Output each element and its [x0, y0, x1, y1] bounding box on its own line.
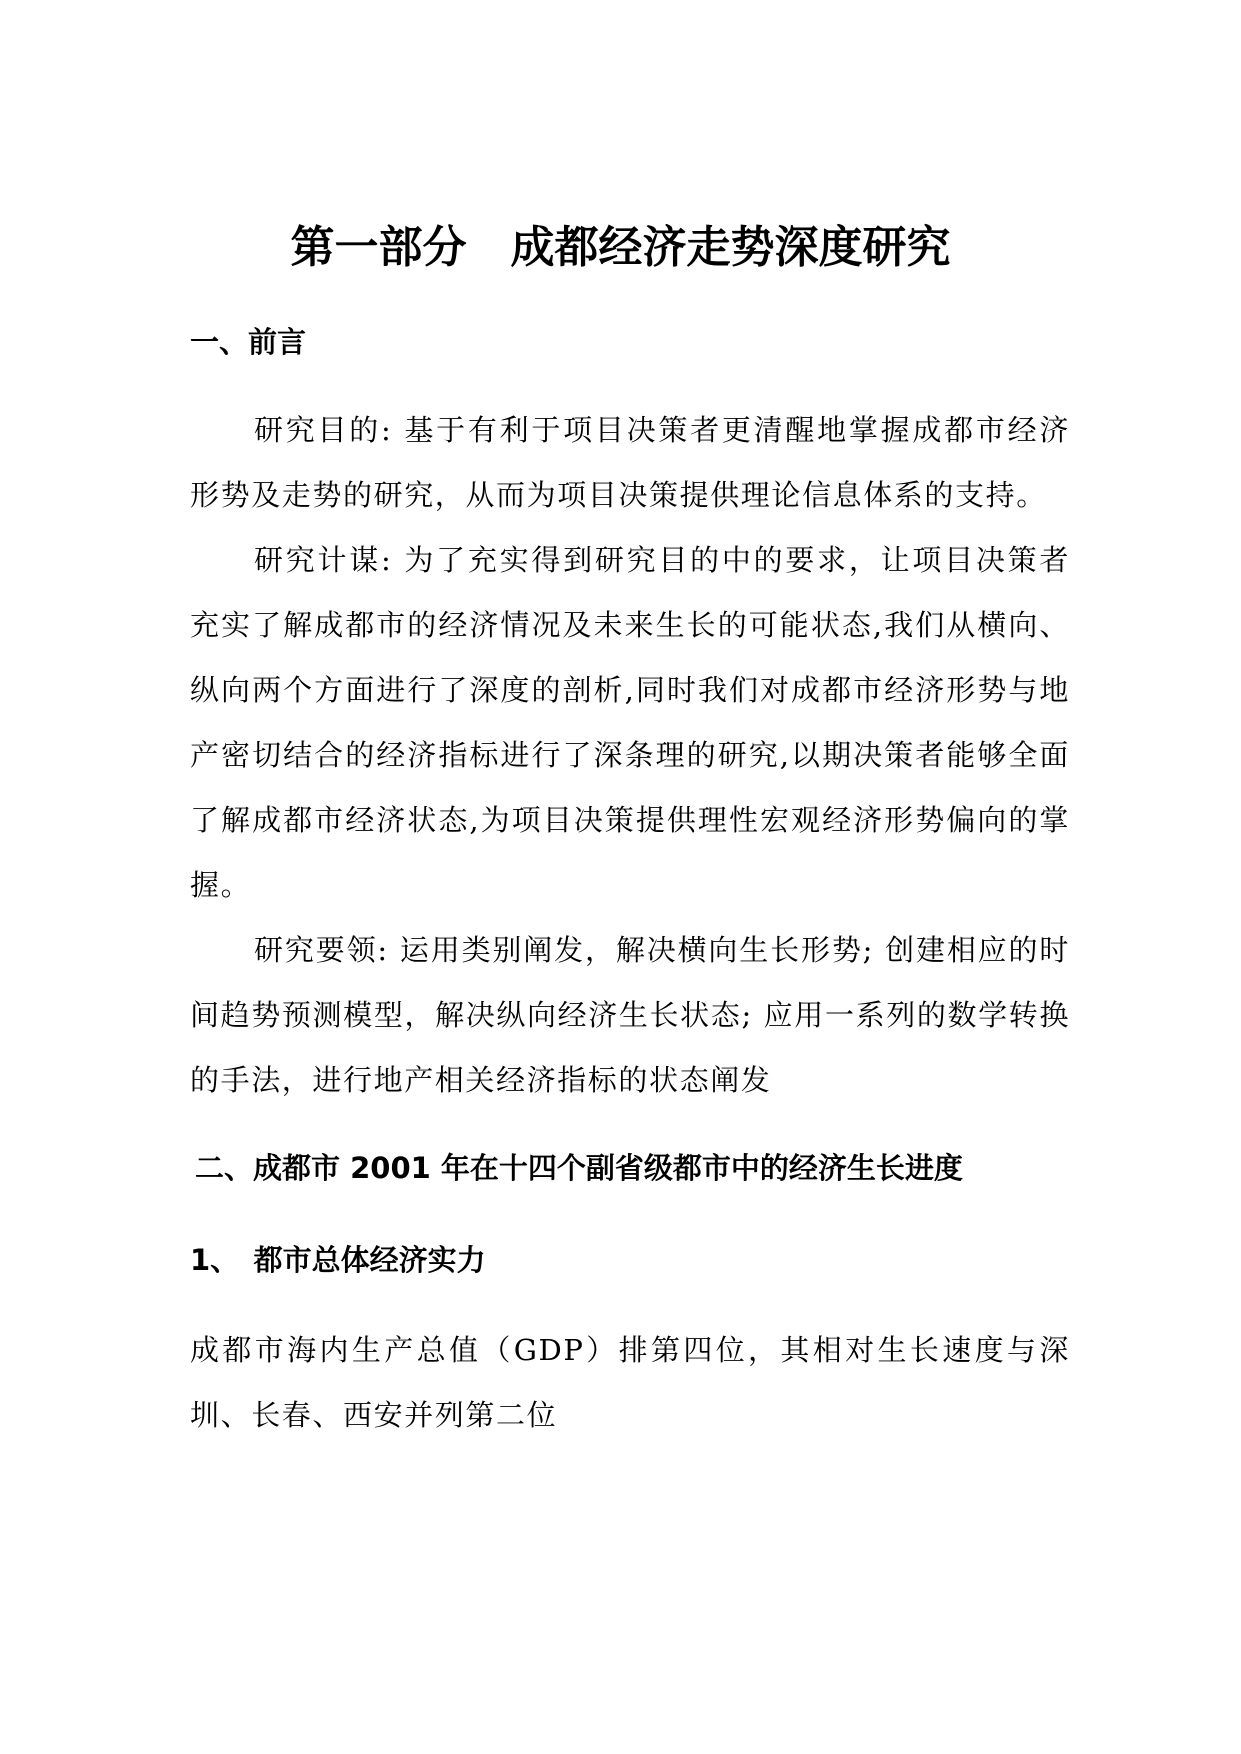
paragraph-research-method: 研究要领: 运用类别阐发，解决横向生长形势; 创建相应的时间趋势预测模型，解决纵向经济生长状态; 应用一系列的数学转换的手法，进行地产相关经济指标的状态阐发 [190, 933, 1070, 1097]
section-heading-preface: 一、前言 [190, 325, 307, 359]
subsection-heading-overall-strength: 1、 都市总体经济实力 [190, 1243, 486, 1277]
paragraph-research-strategy: 研究计谋: 为了充实得到研究目的中的要求，让项目决策者充实了解成都市的经济情况及未来生长的可能状态,我们从横向、纵向两个方面进行了深度的剖析,同时我们对成都市经济形势与地产密切结合的经济指标进行了深条理的研究,以期决策者能够全面了解成都市经济状态,为项目决策提供理性宏观经济形势偏向的掌握。 [190, 543, 1070, 902]
paragraph-gdp-ranking: 成都市海内生产总值（GDP）排第四位，其相对生长速度与深圳、长春、西安并列第二位 [190, 1333, 1070, 1432]
page-title: 第一部分 成都经济走势深度研究 [290, 222, 951, 273]
section-heading-growth-progress: 二、成都市 2001 年在十四个副省级都市中的经济生长进度 [195, 1151, 963, 1185]
paragraph-research-purpose: 研究目的: 基于有利于项目决策者更清醒地掌握成都市经济形势及走势的研究，从而为项目决策提供理论信息体系的支持。 [190, 413, 1070, 512]
